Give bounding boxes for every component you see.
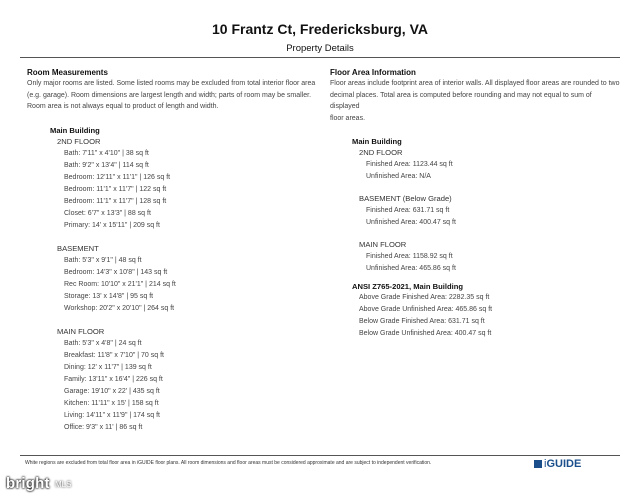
room-row: Living: 14'11" x 11'9" | 174 sq ft — [64, 411, 160, 419]
footer-disclaimer: White regions are excluded from total floor area in iGUIDE floor plans. All room dimensions and floor areas must be considered approximate and are subject to independent verification. — [25, 460, 432, 466]
bright-logo: bright — [6, 475, 50, 492]
room-row: Bedroom: 11'1" x 11'7" | 122 sq ft — [64, 185, 167, 193]
area-row: Unfinished Area: 465.86 sq ft — [366, 265, 456, 272]
room-row: Bath: 5'3" x 4'8" | 24 sq ft — [64, 339, 142, 347]
room-row: Breakfast: 11'8" x 7'10" | 70 sq ft — [64, 351, 164, 359]
floor-area-note-1: Floor areas include footprint area of interior walls. All displayed floor areas are rounded to two — [330, 80, 620, 87]
room-row: Garage: 19'10" x 22' | 435 sq ft — [64, 387, 160, 395]
ansi-heading: ANSI Z765-2021, Main Building — [352, 282, 463, 291]
property-address-title: 10 Frantz Ct, Fredericksburg, VA — [211, 21, 428, 37]
floor-area-heading: Floor Area Information — [330, 68, 416, 77]
level-name: MAIN FLOOR — [359, 240, 407, 249]
room-row: Dining: 12' x 11'7" | 139 sq ft — [64, 363, 152, 371]
room-measurements-section — [27, 67, 317, 434]
ansi-row: Above Grade Unfinished Area: 465.86 sq ft — [359, 306, 493, 313]
ansi-row: Below Grade Unfinished Area: 400.47 sq ft — [359, 330, 492, 337]
floor-area-note-2: decimal places. Total area is computed before rounding and may not equal to sum of displayed — [330, 91, 592, 110]
room-row: Family: 13'11" x 16'4" | 226 sq ft — [64, 375, 163, 383]
room-row: Storage: 13' x 14'8" | 95 sq ft — [64, 292, 154, 300]
room-row: Workshop: 20'2" x 20'10" | 264 sq ft — [64, 304, 175, 312]
iguide-mark-icon — [534, 460, 542, 468]
floor-area-section — [330, 67, 620, 340]
area-row: Finished Area: 631.71 sq ft — [366, 207, 450, 214]
mls-label: MLS — [55, 480, 72, 489]
level-name: 2ND FLOOR — [359, 148, 403, 157]
iguide-name: GUIDE — [546, 458, 582, 470]
room-measurements-note-1: Only major rooms are listed. Some listed rooms may be excluded from total interior floor area — [27, 80, 316, 87]
level-name: BASEMENT (Below Grade) — [359, 194, 452, 203]
header-divider — [20, 57, 620, 58]
footer-divider — [20, 455, 620, 456]
room-row: Office: 9'3" x 11' | 86 sq ft — [64, 423, 143, 431]
area-row: Finished Area: 1123.44 sq ft — [366, 161, 453, 168]
bright-mls-watermark — [0, 475, 640, 495]
ansi-row: Below Grade Finished Area: 631.71 sq ft — [359, 318, 485, 325]
iguide-prefix: i — [544, 458, 547, 470]
room-row: Rec Room: 10'10" x 21'1" | 214 sq ft — [64, 280, 176, 288]
page-subtitle: Property Details — [286, 43, 354, 54]
ansi-row: Above Grade Finished Area: 2282.35 sq ft — [359, 294, 490, 301]
iguide-logo — [534, 458, 581, 470]
room-measurements-note-3: Room area is not always equal to product of length and width. — [27, 103, 219, 110]
room-row: Bedroom: 11'1" x 11'7" | 128 sq ft — [64, 197, 167, 205]
room-row: Bedroom: 12'11" x 11'1" | 126 sq ft — [64, 173, 171, 181]
room-row: Closet: 6'7" x 13'3" | 88 sq ft — [64, 209, 151, 217]
area-row: Unfinished Area: N/A — [366, 173, 431, 180]
level-name: MAIN FLOOR — [57, 326, 105, 336]
room-measurements-note-2: (e.g. garage). Room dimensions are largest length and width; parts of room may be smaller. — [27, 91, 312, 99]
room-row: Bath: 7'11" x 4'10" | 38 sq ft — [64, 149, 149, 157]
building-name: Main Building — [50, 125, 100, 135]
room-row: Primary: 14' x 15'11" | 209 sq ft — [64, 221, 160, 229]
area-row: Unfinished Area: 400.47 sq ft — [366, 219, 456, 226]
area-row: Finished Area: 1158.92 sq ft — [366, 253, 453, 260]
room-measurements-heading: Room Measurements — [27, 68, 108, 77]
level-name: BASEMENT — [57, 243, 99, 253]
room-row: Bath: 5'3" x 9'1" | 48 sq ft — [64, 256, 142, 264]
floor-area-note-3: floor areas. — [330, 114, 366, 122]
room-row: Bedroom: 14'3" x 10'8" | 143 sq ft — [64, 268, 168, 276]
building-name: Main Building — [352, 137, 402, 146]
level-name: 2ND FLOOR — [57, 136, 101, 146]
room-row: Kitchen: 11'11" x 15' | 158 sq ft — [64, 399, 159, 407]
room-row: Bath: 9'2" x 13'4" | 114 sq ft — [64, 161, 149, 169]
